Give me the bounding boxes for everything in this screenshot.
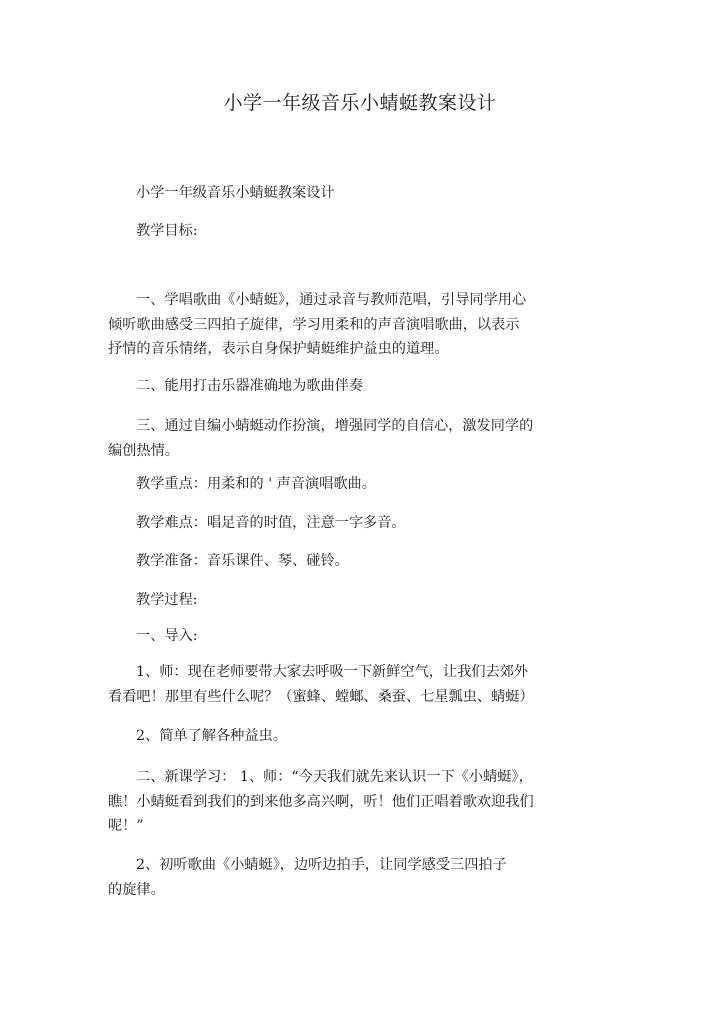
- paragraph-intro-heading: [108, 624, 583, 649]
- text-line: 瞧！小蜻蜓看到我们的到来他多高兴啊，听！他们正唱着歌欢迎我们: [108, 793, 534, 810]
- text-line: 教学准备：音乐课件、琴、碰铃。: [136, 553, 349, 569]
- text-line: 2、简单了解各种益虫。: [136, 728, 287, 744]
- text-line: 一、学唱歌曲《小蜻蜓》，通过录音与教师范唱，引导同学用心: [136, 292, 527, 308]
- text-line: 一、导入:: [136, 628, 198, 644]
- text-line: 小学一年级音乐小蜻蜓教案设计: [136, 185, 335, 201]
- paragraph-objective-1: [108, 288, 583, 362]
- text-line: 的旋律。: [108, 881, 165, 898]
- paragraph-objectives-heading: [108, 219, 583, 244]
- text-line: 1、师：现在老师要带大家去呼吸一下新鲜空气，让我们去郊外: [136, 664, 529, 680]
- paragraph-objective-3: [108, 414, 583, 463]
- paragraph-subtitle: [108, 181, 583, 206]
- paragraph-objective-2: [108, 374, 583, 399]
- paragraph-process-heading: [108, 588, 583, 613]
- paragraph-first-listen: [108, 853, 583, 902]
- paragraph-difficulty: [108, 511, 583, 536]
- text-line: 看看吧！那里有些什么呢？（蜜蜂、螳螂、桑蚕、七星瓢虫、蜻蜓）: [108, 688, 534, 705]
- paragraph-new-lesson: [108, 765, 583, 839]
- text-line: 编创热情。: [108, 442, 179, 459]
- text-line: 呢！”: [108, 818, 144, 834]
- text-line: 2、初听歌曲《小蜻蜓》，边听边拍手，让同学感受三四拍子: [136, 857, 507, 873]
- text-line: 三、通过自编小蜻蜓动作扮演，增强同学的自信心，激发同学的: [136, 418, 534, 434]
- text-line: 教学重点：用柔和的 ' 声音演唱歌曲。: [136, 476, 376, 492]
- text-line: 二、新课学习： 1、师：“今天我们就先来认识一下《小蜻蜓》，: [136, 769, 533, 785]
- paragraph-intro-1: [108, 660, 583, 709]
- paragraph-intro-2: [108, 724, 583, 749]
- text-line: 教学目标:: [136, 223, 198, 239]
- paragraph-preparation: [108, 549, 583, 574]
- text-line: 二、能用打击乐器准确地为歌曲伴奏: [136, 378, 364, 394]
- document-title: 小学一年级音乐小蜻蜓教案设计: [223, 92, 497, 114]
- text-line: 抒情的音乐情绪，表示自身保护蜻蜓维护益虫的道理。: [108, 341, 449, 357]
- text-line: 倾听歌曲感受三四拍子旋律，学习用柔和的声音演唱歌曲，以表示: [108, 316, 520, 333]
- text-line: 教学过程:: [136, 592, 198, 608]
- paragraph-key-point: [108, 472, 583, 497]
- text-line: 教学难点：唱足音的时值，注意一字多音。: [136, 515, 406, 531]
